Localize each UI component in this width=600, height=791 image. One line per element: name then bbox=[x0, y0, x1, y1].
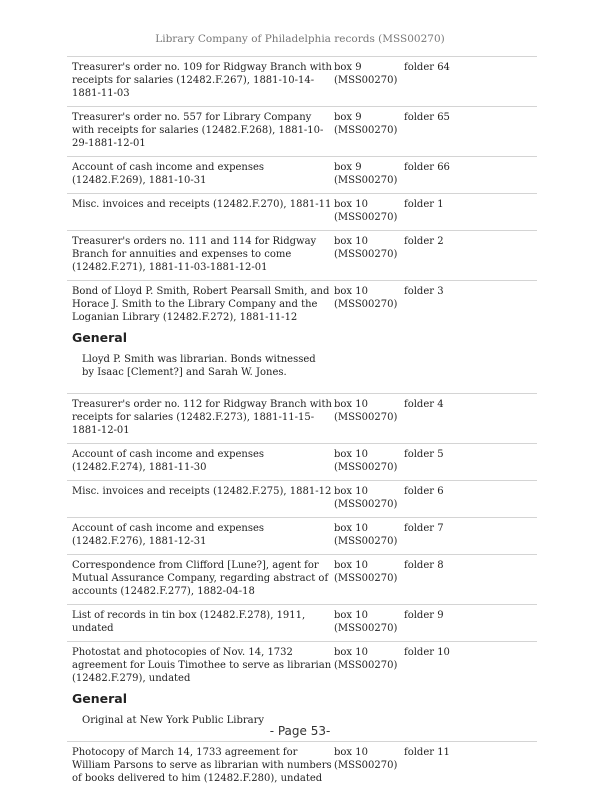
item-box: box 10 (MSS00270) bbox=[334, 560, 398, 584]
note-text: Original at New York Public Library bbox=[82, 715, 265, 726]
item-description: Bond of Lloyd P. Smith, Robert Pearsall Smith, and Horace J. Smith to the Library Company and the Loganian Library (12482.F.272), 1881-11-12 bbox=[72, 286, 330, 323]
item-description: Misc. invoices and receipts (12482.F.270), 1881-11 bbox=[72, 199, 332, 210]
item-folder: folder 1 bbox=[404, 199, 444, 210]
item-box: box 9 (MSS00270) bbox=[334, 162, 398, 186]
item-folder: folder 7 bbox=[404, 523, 444, 534]
item-description: Account of cash income and expenses (12482.F.276), 1881-12-31 bbox=[72, 523, 265, 547]
item-description: Treasurer's order no. 112 for Ridgway Branch with receipts for salaries (12482.F.273), 1881-11-15-1881-12-01 bbox=[72, 399, 332, 436]
list-item bbox=[67, 156, 537, 193]
note-heading: General bbox=[72, 330, 127, 345]
item-box: box 10 (MSS00270) bbox=[334, 610, 398, 634]
list-item bbox=[67, 443, 537, 480]
item-folder: folder 3 bbox=[404, 286, 444, 297]
list-item bbox=[67, 56, 537, 106]
list-item bbox=[67, 280, 537, 393]
item-folder: folder 11 bbox=[404, 747, 450, 758]
item-box: box 10 (MSS00270) bbox=[334, 449, 398, 473]
page-header-title: Library Company of Philadelphia records (MSS00270) bbox=[155, 33, 445, 45]
note-text: Lloyd P. Smith was librarian. Bonds witnessed by Isaac [Clement?] and Sarah W. Jones. bbox=[82, 354, 316, 378]
list-item bbox=[67, 480, 537, 517]
list-item bbox=[67, 393, 537, 443]
list-item bbox=[67, 106, 537, 156]
item-description: Treasurer's orders no. 111 and 114 for Ridgway Branch for annuities and expenses to come (12482.F.271), 1881-11-03-1881-12-01 bbox=[72, 236, 317, 273]
item-description: Correspondence from Clifford [Lune?], agent for Mutual Assurance Company, regarding abstract of accounts (12482.F.277), 1882-04-18 bbox=[72, 560, 329, 597]
list-item bbox=[67, 554, 537, 604]
item-box: box 10 (MSS00270) bbox=[334, 286, 398, 310]
item-box: box 10 (MSS00270) bbox=[334, 199, 398, 223]
list-item bbox=[67, 230, 537, 280]
item-box: box 10 (MSS00270) bbox=[334, 236, 398, 260]
item-folder: folder 66 bbox=[404, 162, 450, 173]
item-folder: folder 2 bbox=[404, 236, 444, 247]
page-number: - Page 53- bbox=[269, 724, 331, 738]
item-box: box 10 (MSS00270) bbox=[334, 647, 398, 671]
item-box: box 10 (MSS00270) bbox=[334, 486, 398, 510]
item-note bbox=[67, 691, 537, 727]
item-description: List of records in tin box (12482.F.278), 1911, undated bbox=[72, 610, 306, 634]
item-folder: folder 5 bbox=[404, 449, 444, 460]
item-description: Account of cash income and expenses (12482.F.269), 1881-10-31 bbox=[72, 162, 265, 186]
item-box: box 10 (MSS00270) bbox=[334, 523, 398, 547]
item-description: Photocopy of March 14, 1733 agreement for William Parsons to serve as librarian with numbers of books delivered to him (12482.F.280), undated bbox=[72, 747, 332, 784]
item-box: box 10 (MSS00270) bbox=[334, 747, 398, 771]
item-folder: folder 4 bbox=[404, 399, 444, 410]
item-folder: folder 64 bbox=[404, 62, 450, 73]
item-note bbox=[67, 330, 537, 379]
item-description: Account of cash income and expenses (12482.F.274), 1881-11-30 bbox=[72, 449, 265, 473]
item-folder: folder 65 bbox=[404, 112, 450, 123]
item-folder: folder 9 bbox=[404, 610, 444, 621]
item-description: Treasurer's order no. 557 for Library Company with receipts for salaries (12482.F.268), 1881-10-29-1881-12-01 bbox=[72, 112, 324, 149]
item-description: Treasurer's order no. 109 for Ridgway Branch with receipts for salaries (12482.F.267), 1881-10-14-1881-11-03 bbox=[72, 62, 332, 99]
list-item bbox=[67, 741, 537, 791]
list-item bbox=[67, 604, 537, 641]
item-description: Misc. invoices and receipts (12482.F.275), 1881-12 bbox=[72, 486, 332, 497]
item-description: Photostat and photocopies of Nov. 14, 1732 agreement for Louis Timothee to serve as librarian (12482.F.279), undated bbox=[72, 647, 332, 684]
container-list bbox=[67, 56, 537, 791]
item-box: box 9 (MSS00270) bbox=[334, 62, 398, 86]
note-heading: General bbox=[72, 691, 127, 706]
item-box: box 10 (MSS00270) bbox=[334, 399, 398, 423]
item-folder: folder 8 bbox=[404, 560, 444, 571]
item-folder: folder 6 bbox=[404, 486, 444, 497]
list-item bbox=[67, 517, 537, 554]
item-box: box 9 (MSS00270) bbox=[334, 112, 398, 136]
list-item bbox=[67, 193, 537, 230]
item-folder: folder 10 bbox=[404, 647, 450, 658]
